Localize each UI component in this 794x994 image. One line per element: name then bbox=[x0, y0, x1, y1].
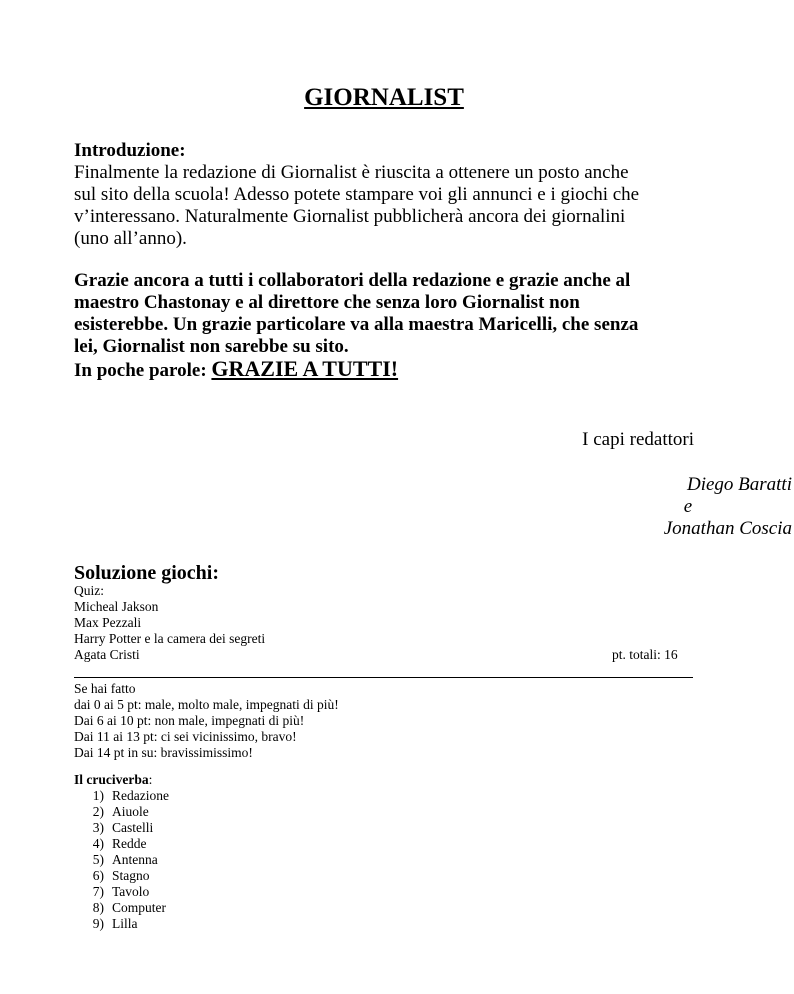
quiz-label: Quiz: bbox=[74, 583, 104, 598]
thanks-line: lei, Giornalist non sarebbe su sito. bbox=[74, 336, 349, 357]
intro-line: (uno all’anno). bbox=[74, 228, 187, 249]
list-item-number: 4) bbox=[92, 836, 104, 851]
list-item-word: Castelli bbox=[112, 820, 154, 835]
list-item-word: Redde bbox=[112, 836, 147, 851]
list-item bbox=[74, 836, 169, 852]
score-line: Se hai fatto bbox=[74, 681, 136, 696]
intro-line: sul sito della scuola! Adesso potete stampare voi gli annunci e i giochi che bbox=[74, 184, 640, 205]
list-item-number: 8) bbox=[92, 900, 104, 915]
list-item bbox=[74, 884, 169, 900]
list-item-number: 5) bbox=[92, 852, 104, 867]
signature-names bbox=[544, 474, 794, 540]
signature-role: I capi redattori bbox=[582, 429, 694, 450]
list-item bbox=[74, 868, 169, 884]
list-item-word: Computer bbox=[112, 900, 166, 915]
solutions-heading: Soluzione giochi: bbox=[74, 562, 220, 584]
score-guide bbox=[74, 681, 339, 761]
score-line: dai 0 ai 5 pt: male, molto male, impegnati di più! bbox=[74, 697, 339, 712]
score-line: Dai 14 pt in su: bravissimissimo! bbox=[74, 745, 253, 760]
intro-section bbox=[74, 140, 714, 250]
list-item-number: 9) bbox=[92, 916, 104, 931]
quiz-total: pt. totali: 16 bbox=[612, 647, 678, 662]
list-item bbox=[74, 852, 169, 868]
list-item bbox=[74, 820, 169, 836]
quiz-answer: Micheal Jakson bbox=[74, 599, 159, 614]
list-item-word: Antenna bbox=[112, 852, 158, 867]
thanks-line: esisterebbe. Un grazie particolare va alla maestra Maricelli, che senza bbox=[74, 314, 639, 335]
thanks-line: maestro Chastonay e al direttore che senza loro Giornalist non bbox=[74, 292, 580, 313]
list-item bbox=[74, 788, 169, 804]
list-item-number: 6) bbox=[92, 868, 104, 883]
list-item-word: Tavolo bbox=[112, 884, 150, 899]
list-item-number: 1) bbox=[92, 788, 104, 803]
intro-heading: Introduzione: bbox=[74, 140, 186, 161]
score-line: Dai 11 ai 13 pt: ci sei vicinissimo, bravo! bbox=[74, 729, 297, 744]
quiz-answer: Harry Potter e la camera dei segreti bbox=[74, 631, 266, 646]
crossword-heading-colon: : bbox=[148, 772, 153, 787]
quiz-section bbox=[74, 583, 694, 663]
thanks-closing bbox=[74, 358, 714, 382]
thanks-section bbox=[74, 270, 714, 382]
list-item-number: 2) bbox=[92, 804, 104, 819]
list-item bbox=[74, 804, 169, 820]
crossword-heading bbox=[74, 772, 152, 788]
list-item-number: 7) bbox=[92, 884, 104, 899]
score-line: Dai 6 ai 10 pt: non male, impegnati di più! bbox=[74, 713, 305, 728]
list-item-word: Redazione bbox=[112, 788, 169, 803]
quiz-answer: Agata Cristi bbox=[74, 647, 140, 662]
signature-name-1: Diego Baratti bbox=[686, 474, 792, 495]
list-item-number: 3) bbox=[92, 820, 104, 835]
divider bbox=[74, 677, 693, 678]
list-item-word: Stagno bbox=[112, 868, 150, 883]
list-item-word: Lilla bbox=[112, 916, 138, 931]
thanks-line: Grazie ancora a tutti i collaboratori della redazione e grazie anche al bbox=[74, 270, 631, 291]
document-title: GIORNALIST bbox=[304, 84, 464, 111]
list-item bbox=[74, 916, 169, 932]
signature-conj: e bbox=[683, 496, 693, 517]
crossword-list bbox=[74, 788, 169, 932]
intro-line: Finalmente la redazione di Giornalist è riuscita a ottenere un posto anche bbox=[74, 162, 629, 183]
quiz-answer: Max Pezzali bbox=[74, 615, 142, 630]
closing-big: GRAZIE A TUTTI! bbox=[211, 356, 399, 381]
list-item bbox=[74, 900, 169, 916]
closing-prefix: In poche parole: bbox=[74, 360, 212, 381]
signature-name-2: Jonathan Coscia bbox=[663, 518, 792, 539]
crossword-heading-text: Il cruciverba bbox=[74, 772, 149, 787]
intro-line: v’interessano. Naturalmente Giornalist pubblicherà ancora dei giornalini bbox=[74, 206, 626, 227]
list-item-word: Aiuole bbox=[112, 804, 149, 819]
